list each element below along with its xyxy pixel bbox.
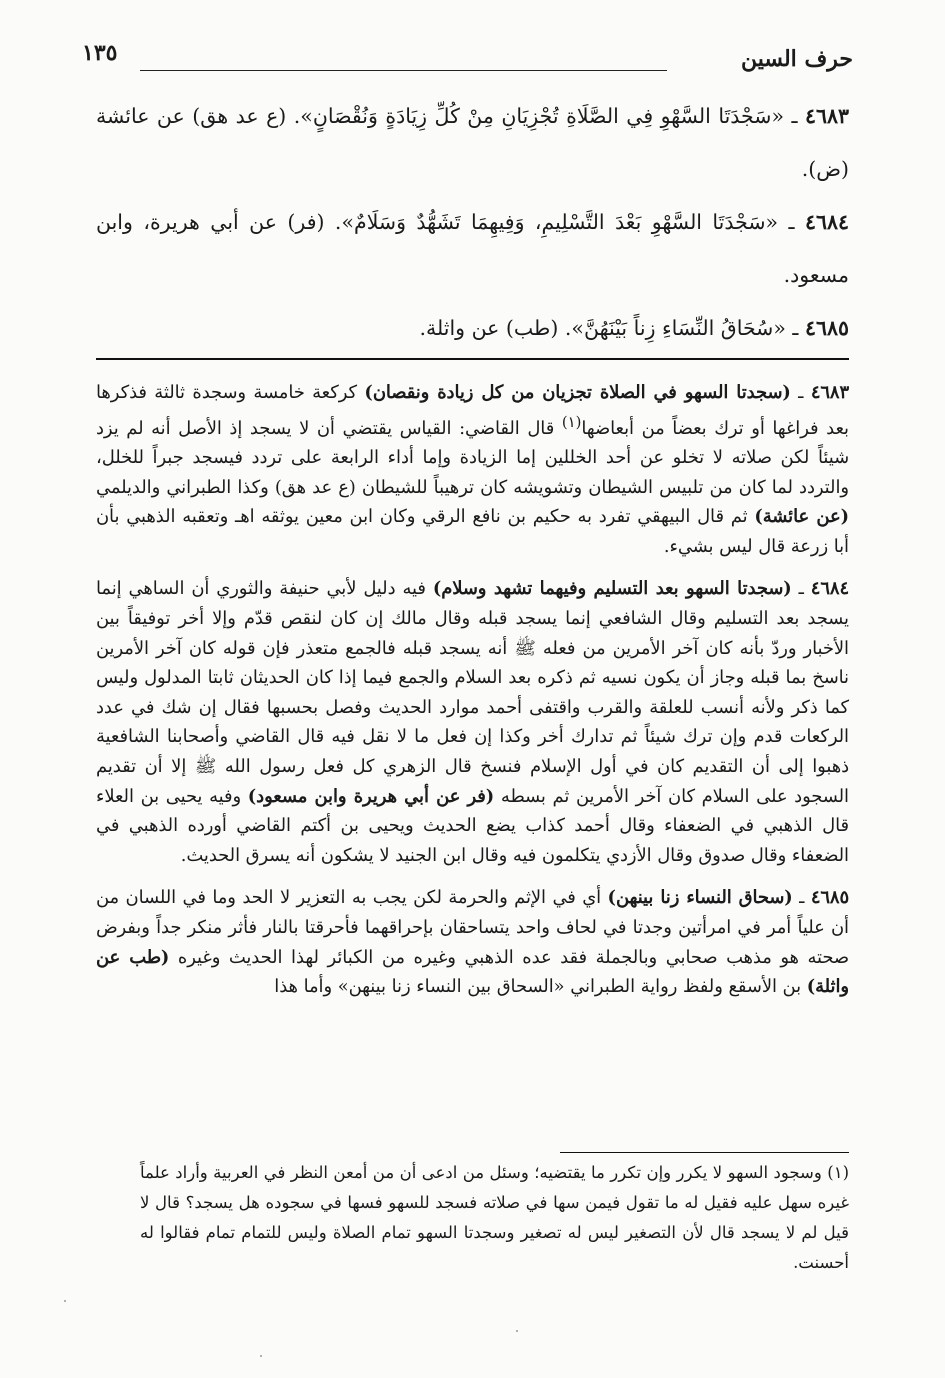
hadith-text: «سُحَاقُ النِّسَاءِ زِناً بَيْنَهُنَّ» <box>571 316 786 340</box>
scan-speck <box>64 1300 66 1302</box>
hadith-entry: ٤٦٨٤ ـ «سَجْدَتَا السَّهْوِ بَعْدَ التَّسْلِيمِ، وَفِيهِمَا تَشَهُّدٌ وَسَلَامٌ». (فر) عن أبي هريرة، وابن مسعود. <box>96 210 849 287</box>
footnote <box>140 1158 849 1278</box>
hadith-entry: ٤٦٨٥ ـ «سُحَاقُ النِّسَاءِ زِناً بَيْنَهُنَّ». (طب) عن واثلة. <box>419 316 849 340</box>
commentary-text: بن الأسقع ولفظ رواية الطبراني «السحاق بين النساء زنا بينهن» وأما هذا <box>274 976 807 998</box>
hadith-entry: ٤٦٨٣ ـ «سَجْدَتَا السَّهْوِ فِي الصَّلَاةِ تُجْزِيَانِ مِنْ كُلِّ زِيَادَةٍ وَنُقْصَانٍ». (ع عد هق) عن عائشة (ض). <box>96 104 849 181</box>
commentary-number: ٤٦٨٤ <box>810 578 849 600</box>
footnote-text: (١) وسجود السهو لا يكرر وإن تكرر ما يقتضيه؛ وسئل من ادعى أن من أمعن النظر في العربية وأراد علماً غيره سهل عليه فقيل له ما تقول فيمن سها في صلاته فسجد للسهو فسها في سجوده هل يسجد؟ قال لا قيل لم لا يسجد قال لأن التصغير ليس له تصغير وسجدتا السهو تمام الصلاة وليس للتمام تمام فقالوا له أحسنت. <box>140 1163 849 1272</box>
section-divider <box>96 358 849 360</box>
hadith-source: . (طب) عن واثلة. <box>419 316 572 340</box>
hadith-list <box>96 90 849 355</box>
commentary-lead: (سجدتا السهو في الصلاة تجزيان من كل زيادة ونقصان) <box>364 382 791 403</box>
hadith-source: . (ع عد هق) عن عائشة (ض). <box>96 104 849 181</box>
hadith-number: ٤٦٨٤ <box>804 210 849 234</box>
commentary-entry: ٤٦٨٣ ـ (سجدتا السهو في الصلاة تجزيان من كل زيادة ونقصان) كركعة خامسة وسجدة ثالثة فذكرها بعد فراغها أو ترك بعضاً من أبعاضها$^{(١)}$ قال القاضي: القياس يقتضي أن لا يسجد إذ الأصل أنه لم يزد شيئاً لكن صلاته لا تخلو عن أحد الخللين إما الزيادة وإما أداء الرابعة على تردد فيسجد جبراً للخلل، والتردد لما كان من تلبيس الشيطان وتشويشه كان ترهيباً للشيطان (ع عد هق) وكذا الطبراني والديلمي (عن عائشة) ثم قال البيهقي تفرد به حكيم بن نافع الرقي وكان ابن معين يوثقه اهـ وتعقبه الذهبي بأن أبا زرعة قال ليس بشيء. <box>96 382 850 557</box>
commentary-number: ٤٦٨٥ <box>810 887 850 909</box>
hadith-text: «سَجْدَتَا السَّهْوِ بَعْدَ التَّسْلِيمِ، وَفِيهِمَا تَشَهُّدٌ وَسَلَامٌ» <box>341 210 779 234</box>
commentary-text: أي في الإثم والحرمة لكن يجب به التعزير لا الحد وما في اللسان من أن علياً أمر في امرأتين وجدتا في لحاف واحد يتساحقان بإحراقهما فأحرقتا بالنار فأثر منكر جداً وبفرض صحته هو مذهب صحابي وبالجملة فقد عده الذهبي وغيره من الكبائر لهذا الحديث وغيره <box>96 887 849 968</box>
commentary-text: فيه دليل لأبي حنيفة والثوري أن الساهي إنما يسجد بعد التسليم وقال الشافعي إنما يسجد قبله وقال مالك إن كان لنقص قدّم وإلا أخر توفيقاً بين الأخبار وردّ بأنه كان آخر الأمرين من فعله ﷺ أنه يسجد قبله فالجمع متعذر فإن قوله كان آخر الأمرين ناسخ بما قبله وجاز أن يكون نسيه ثم ذكره بعد السلام والجمع فيما إذا كان الحديثان ثابتا المدلول وليس كما ذكر ولأنه أنسب للعلقة والقرب واقتفى أحمد موارد الحديث وفصل بحسبها فقال إن شك في عدد الركعات قدم وإن ترك شيئاً ثم تدارك أخر وكذا إن فعل ما لا نقل فيه قال القاضي وأصحابنا الشافعية ذهبوا إلى أن التقديم كان في أول الإسلام فنسخ قال الزهري كل فعل رسول الله ﷺ إلا أن تقديم السجود على السلام كان آخر الأمرين ثم بسطه <box>96 578 849 807</box>
hadith-number: ٤٦٨٣ <box>804 104 849 128</box>
commentary-text: قال القاضي: القياس يقتضي أن لا يسجد إذ الأصل أنه لم يزد شيئاً لكن صلاته لا تخلو عن أحد الخللين إما الزيادة وإما أداء الرابعة على تردد فيسجد جبراً للخلل، والتردد لما كان من تلبيس الشيطان وتشويشه كان ترهيباً للشيطان (ع عد هق) وكذا الطبراني والديلمي <box>96 417 849 498</box>
commentary-list <box>96 378 849 1002</box>
hadith-source: . (فر) عن أبي هريرة، وابن مسعود. <box>96 210 849 287</box>
commentary-text: كركعة خامسة وسجدة ثالثة فذكرها بعد فراغها أو ترك بعضاً من أبعاضها <box>96 382 849 439</box>
commentary-text: وفيه يحيى بن العلاء قال الذهبي في الضعفاء وقال أحمد كذاب يضع الحديث ويحيى بن أكتم القاضي أورده الذهبي في الضعفاء وقال صدوق وقال الأزدي يتكلمون فيه وقال ابن الجنيد لا يشكون أنه يسرق الحديث. <box>96 785 849 866</box>
commentary-entry: ٤٦٨٥ ـ (سحاق النساء زنا بينهن) أي في الإثم والحرمة لكن يجب به التعزير لا الحد وما في اللسان من أن علياً أمر في امرأتين وجدتا في لحاف واحد يتساحقان بإحراقهما فأحرقتا بالنار فأثر منكر جداً وبفرض صحته هو مذهب صحابي وبالجملة فقد عده الذهبي وغيره من الكبائر لهذا الحديث وغيره (طب عن واثلة) بن الأسقع ولفظ رواية الطبراني «السحاق بين النساء زنا بينهن» وأما هذا <box>96 887 850 998</box>
commentary-source: (طب عن واثلة) <box>96 946 849 998</box>
chapter-title: حرف السين <box>740 46 853 72</box>
footnote-divider <box>560 1152 849 1153</box>
commentary-lead: (سجدتا السهو بعد التسليم وفيهما تشهد وسلام) <box>432 578 792 600</box>
header-rule <box>140 70 667 71</box>
commentary-entry: ٤٦٨٤ ـ (سجدتا السهو بعد التسليم وفيهما تشهد وسلام) فيه دليل لأبي حنيفة والثوري أن الساهي إنما يسجد بعد التسليم وقال الشافعي إنما يسجد قبله وقال مالك إن كان لنقص قدّم وإلا أخر توفيقاً بين الأخبار وردّ بأنه كان آخر الأمرين من فعله ﷺ أنه يسجد قبله فالجمع متعذر فإن قوله كان آخر الأمرين ناسخ بما قبله وجاز أن يكون نسيه ثم ذكره بعد السلام والجمع فيما إذا كان الحديثان ثابتا المدلول وليس كما ذكر ولأنه أنسب للعلقة والقرب واقتفى أحمد موارد الحديث وفصل بحسبها فقال إن شك في عدد الركعات قدم وإن ترك شيئاً ثم تدارك أخر وكذا إن فعل ما لا نقل فيه قال القاضي وأصحابنا الشافعية ذهبوا إلى أن التقديم كان في أول الإسلام فنسخ قال الزهري كل فعل رسول الله ﷺ إلا أن تقديم السجود على السلام كان آخر الأمرين ثم بسطه (فر عن أبي هريرة وابن مسعود) وفيه يحيى بن العلاء قال الذهبي في الضعفاء وقال أحمد كذاب يضع الحديث ويحيى بن أكتم القاضي أورده الذهبي في الضعفاء وقال صدوق وقال الأزدي يتكلمون فيه وقال ابن الجنيد لا يشكون أنه يسرق الحديث. <box>96 578 849 866</box>
commentary-source: (عن عائشة) <box>754 506 849 528</box>
hadith-text: «سَجْدَتَا السَّهْوِ فِي الصَّلَاةِ تُجْزِيَانِ مِنْ كُلِّ زِيَادَةٍ وَنُقْصَانٍ» <box>300 104 784 128</box>
scan-speck <box>260 1355 262 1357</box>
commentary-text: ثم قال البيهقي تفرد به حكيم بن نافع الرقي وكان ابن معين يوثقه اهـ وتعقبه الذهبي بأن أبا زرعة قال ليس بشيء. <box>96 506 849 557</box>
footnote-marker: (١) <box>561 413 582 431</box>
hadith-number: ٤٦٨٥ <box>804 316 849 340</box>
page-number: ١٣٥ <box>82 40 118 66</box>
scan-speck <box>516 1330 518 1332</box>
commentary-number: ٤٦٨٣ <box>810 382 850 403</box>
commentary-lead: (سحاق النساء زنا بينهن) <box>607 887 793 909</box>
commentary-source: (فر عن أبي هريرة وابن مسعود) <box>247 785 495 807</box>
